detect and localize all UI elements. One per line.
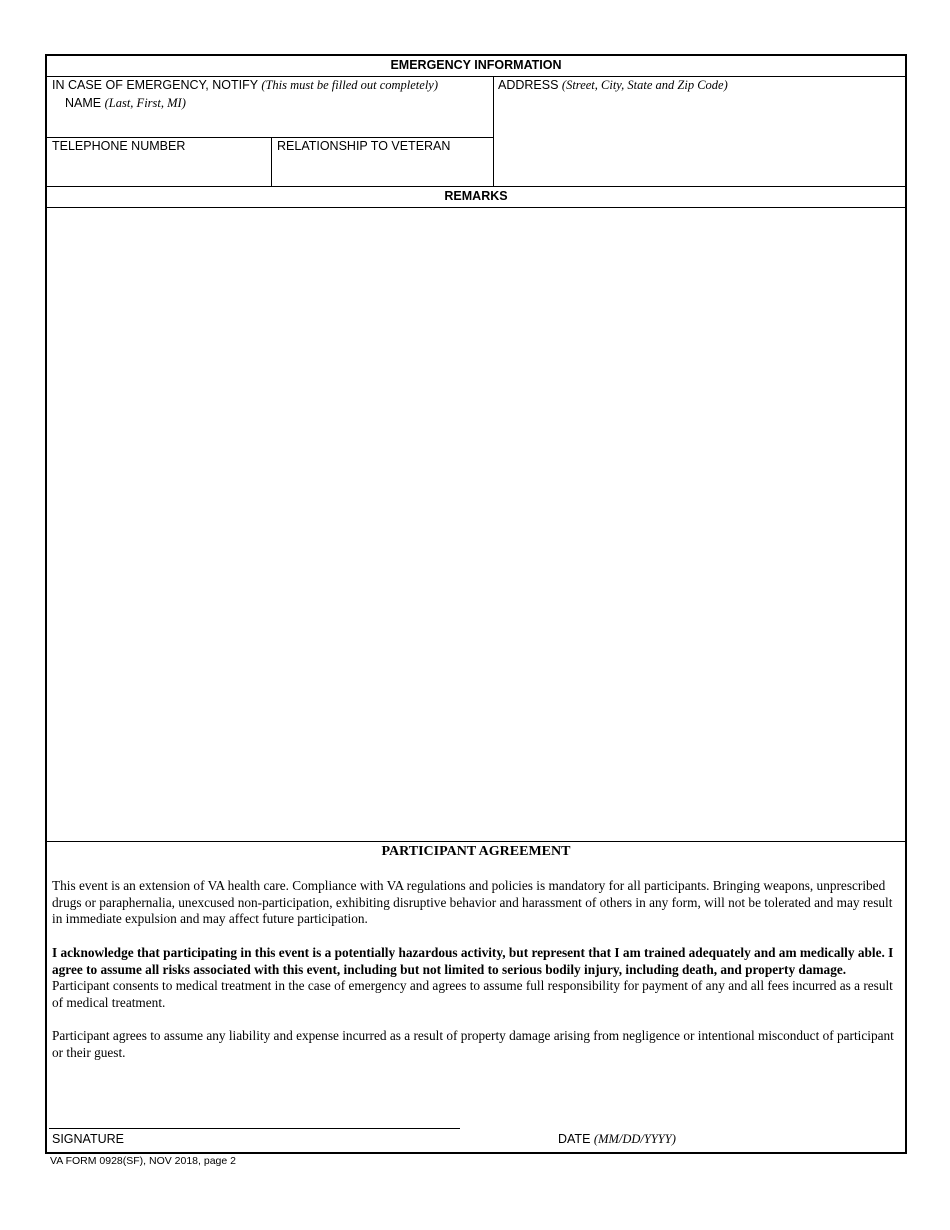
telephone-label: TELEPHONE NUMBER <box>52 139 186 153</box>
agreement-title: PARTICIPANT AGREEMENT <box>381 844 571 859</box>
divider <box>47 137 493 138</box>
divider <box>271 137 272 186</box>
address-label <box>498 78 728 93</box>
notify-label-text: IN CASE OF EMERGENCY, NOTIFY <box>52 78 258 92</box>
name-label <box>65 96 186 111</box>
agreement-paragraph-conduct: This event is an extension of VA health care. Compliance with VA regulations and policies is mandatory for all participants. Bringing weapons, unprescribed drugs or paraphernalia, unexcused non-participation, exhibiting disruptive behavior and harassment of others in any form, will not be tolerated and may result in immediate expulsion and may affect future participation. <box>52 878 893 927</box>
date-label <box>558 1132 676 1147</box>
telephone-field[interactable] <box>49 156 267 183</box>
remarks-field[interactable] <box>49 210 903 838</box>
notify-label <box>52 78 438 93</box>
agreement-risk-bold: I acknowledge that participating in this event is a potentially hazardous activity, but represent that I am trained adequately and am medically able. I agree to assume all risks associated with this event, including but not limited to serious bodily injury, including death, and property damage. <box>52 945 894 977</box>
form-identifier: VA FORM 0928(SF), NOV 2018, page 2 <box>50 1155 236 1167</box>
emergency-address-field[interactable] <box>496 96 901 182</box>
remarks-section-title: REMARKS <box>444 189 508 203</box>
agreement-paragraph-liability: Participant agrees to assume any liability and expense incurred as a result of property damage arising from negligence or intentional misconduct of participant or their guest. <box>52 1028 894 1060</box>
notify-note: (This must be filled out completely) <box>261 78 439 92</box>
divider <box>47 76 905 77</box>
va-form-page <box>45 54 907 1154</box>
relationship-field[interactable] <box>275 156 490 183</box>
date-field[interactable] <box>557 1096 857 1130</box>
name-note: (Last, First, MI) <box>104 96 186 110</box>
address-note: (Street, City, State and Zip Code) <box>561 78 728 92</box>
agreement-paragraph-risk <box>52 945 900 1012</box>
address-label-text: ADDRESS <box>498 78 559 92</box>
divider <box>493 76 494 186</box>
agreement-risk-rest: Participant consents to medical treatment in the case of emergency and agrees to assume full responsibility for payment of any and all fees incurred as a result of medical treatment. <box>52 978 893 1011</box>
date-note: (MM/DD/YYYY) <box>593 1132 676 1146</box>
signature-field[interactable] <box>49 1096 459 1126</box>
divider <box>47 207 905 208</box>
divider <box>47 841 905 842</box>
emergency-section-title: EMERGENCY INFORMATION <box>390 58 562 72</box>
signature-line <box>49 1128 460 1129</box>
name-label-text: NAME <box>65 96 102 110</box>
date-label-text: DATE <box>558 1132 591 1146</box>
divider <box>47 186 905 187</box>
signature-label: SIGNATURE <box>52 1132 124 1146</box>
emergency-name-field[interactable] <box>49 112 489 136</box>
relationship-label: RELATIONSHIP TO VETERAN <box>277 139 451 153</box>
